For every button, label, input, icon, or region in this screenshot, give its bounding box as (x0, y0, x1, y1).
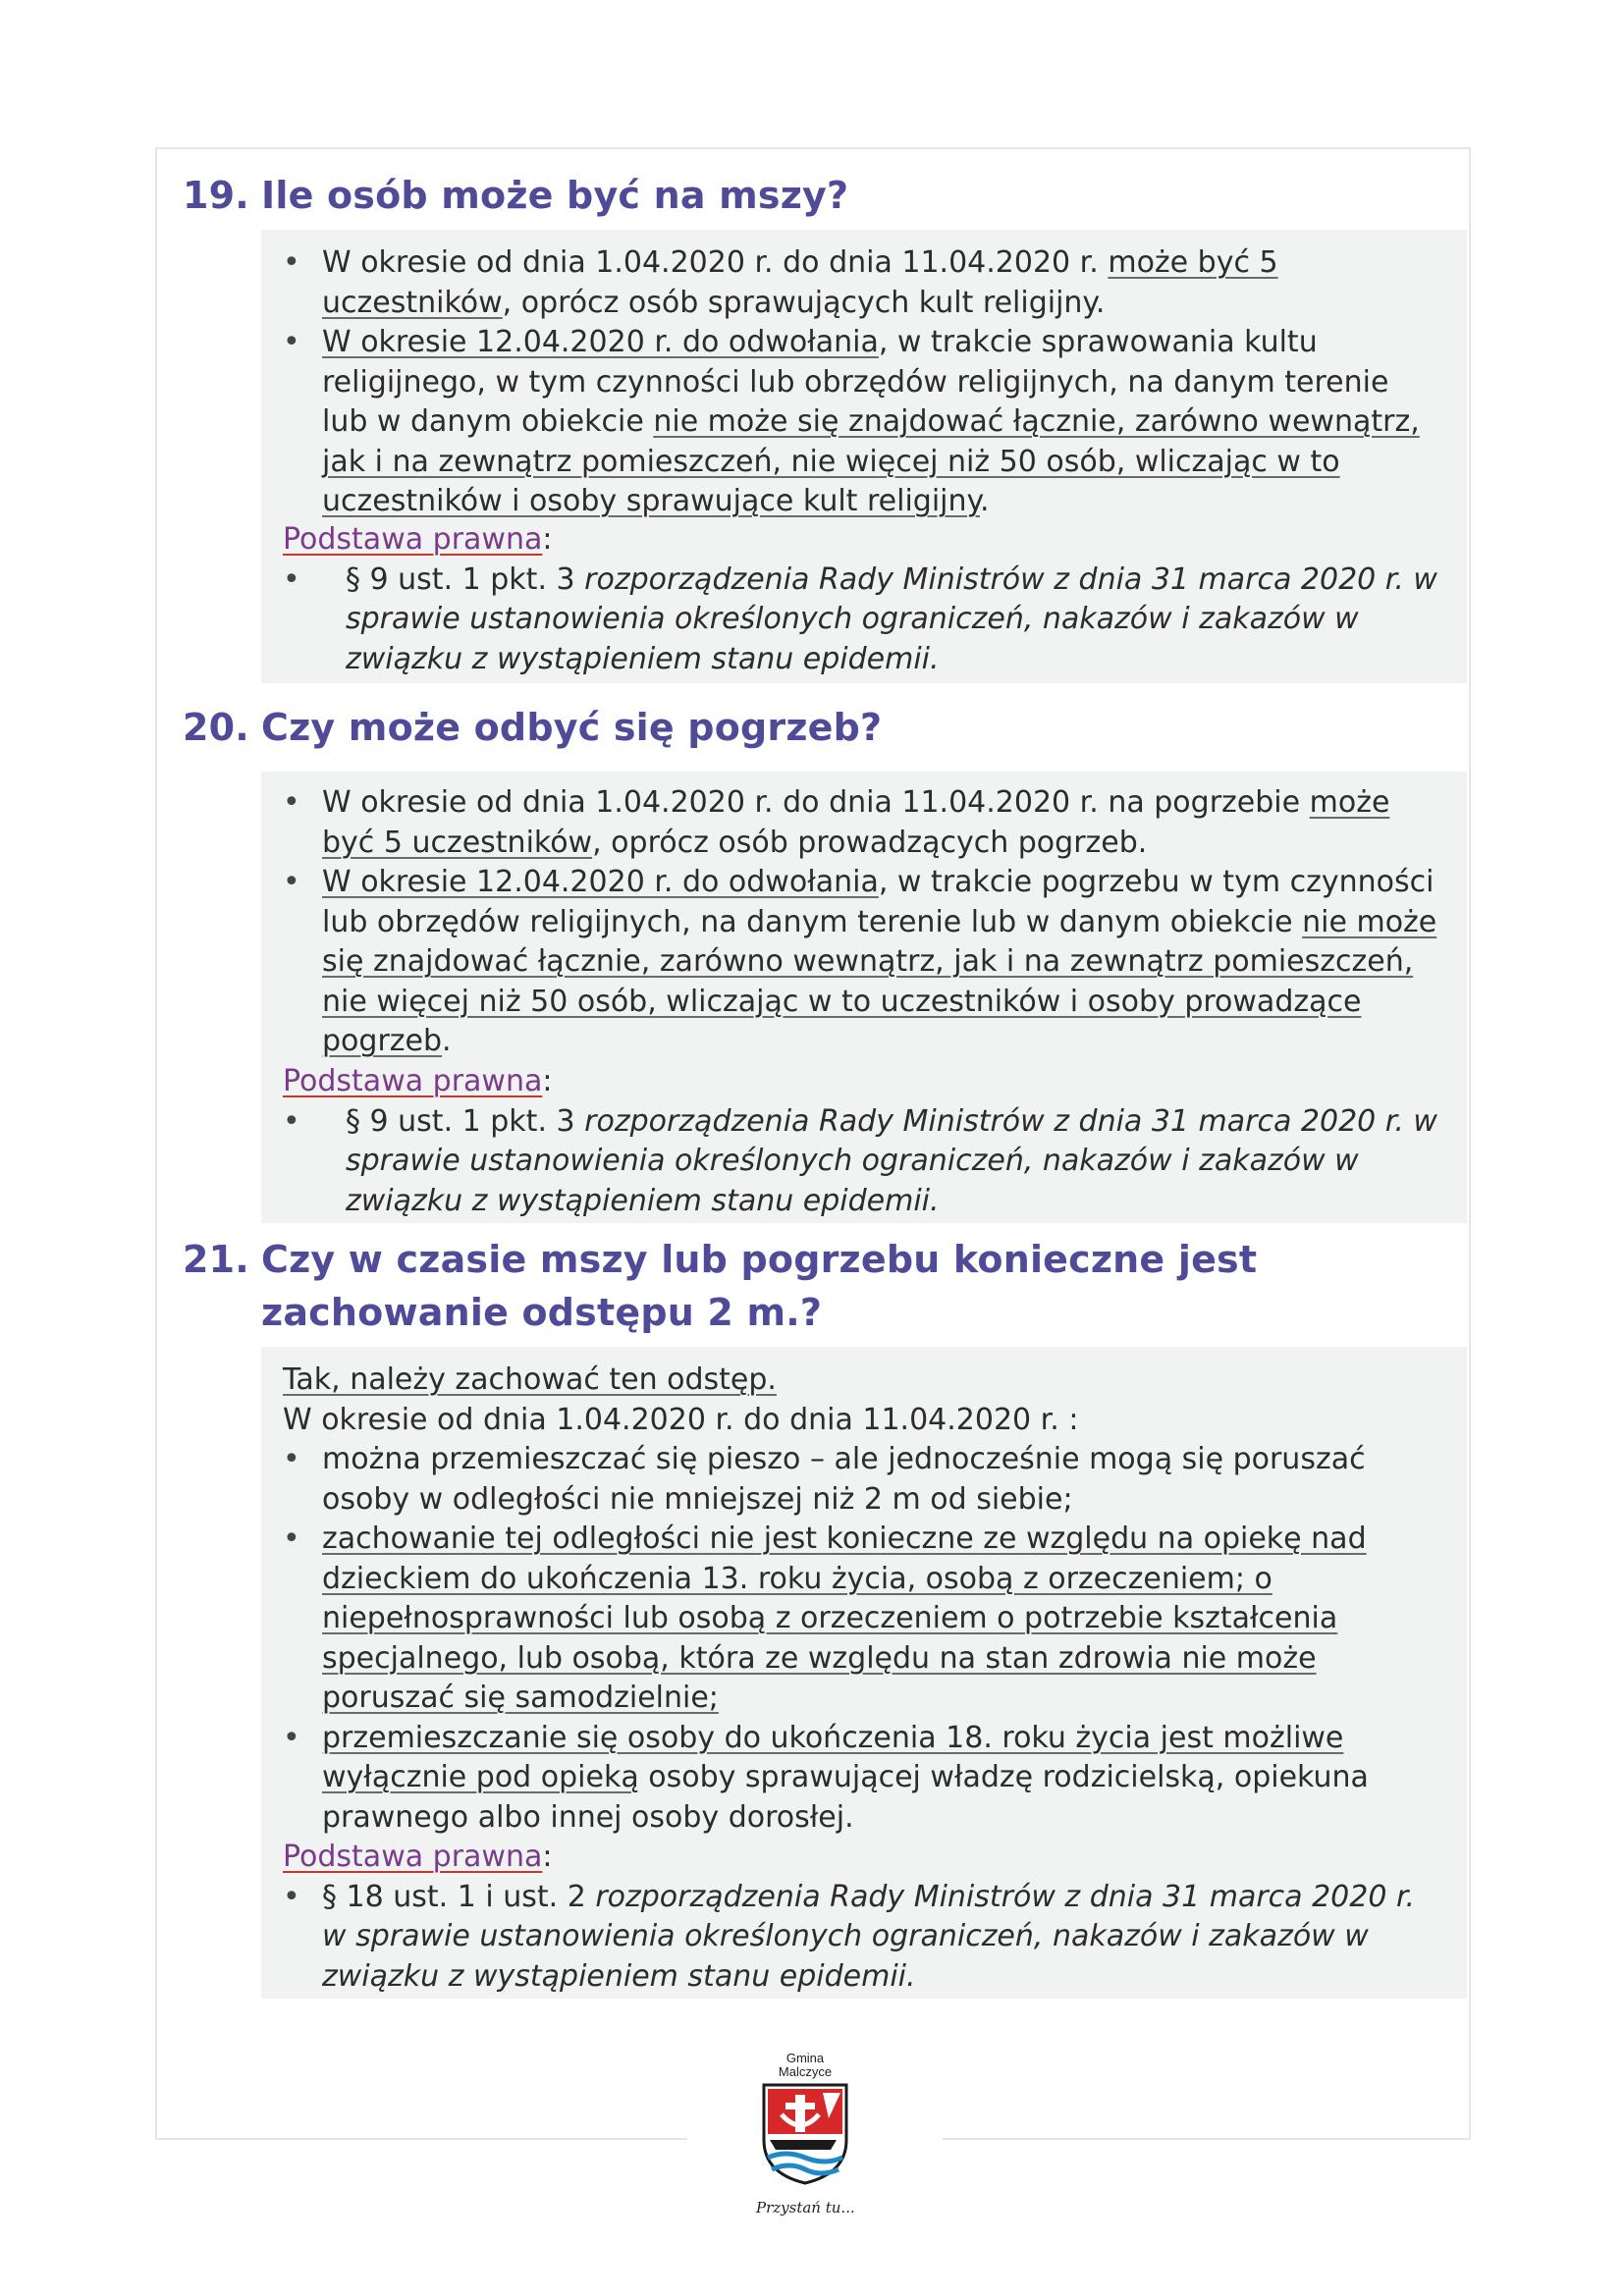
question-text-line2: zachowanie odstępu 2 m.? (261, 1291, 823, 1334)
legal-basis-list (283, 561, 1443, 680)
legal-basis: Podstawa prawna: • § 9 ust. 1 pkt. 3 rozporządzenia Rady Ministrów z dnia 31 marca 2020 r. w sprawie ustanowienia określonych ograniczeń, nakazów i zakazów w związku z wystąpieniem stanu epidemii. (283, 1062, 1443, 1221)
list-item: • W okresie od dnia 1.04.2020 r. do dnia 11.04.2020 r. na pogrzebie może być 5 uczestników, oprócz osób prowadzących pogrzeb. (283, 783, 1443, 863)
legal-basis-label: Podstawa prawna (283, 1840, 543, 1874)
question-21-panel (261, 1347, 1467, 1999)
list-item: • § 9 ust. 1 pkt. 3 rozporządzenia Rady Ministrów z dnia 31 marca 2020 r. w sprawie ustanowienia określonych ograniczeń, nakazów i zakazów w związku z wystąpieniem stanu epidemii. (283, 561, 1443, 680)
question-text: Czy może odbyć się pogrzeb? (261, 706, 883, 749)
question-number: 21. (183, 1238, 249, 1281)
question-21-title (183, 1233, 1257, 1339)
list-item: • W okresie 12.04.2020 r. do odwołania, w trakcie sprawowania kultu religijnego, w tym czynności lub obrzędów religijnych, na danym terenie lub w danym obiekcie nie może się znajdować łącznie, zarówno wewnątrz, jak i na zewnątrz pomieszczeń, nie więcej niż 50 osób, wliczając w to uczestników i osoby sprawujące kult religijny. (283, 323, 1443, 522)
question-19-title (183, 169, 848, 222)
answer-list (283, 783, 1443, 1062)
question-text: Czy w czasie mszy lub pogrzebu konieczne jest (261, 1238, 1258, 1281)
logo-line1: Gmina (785, 2051, 825, 2065)
period-text: W okresie od dnia 1.04.2020 r. do dnia 11.04.2020 r. : (283, 1402, 1079, 1437)
answer-block: Tak, należy zachować ten odstęp. W okresie od dnia 1.04.2020 r. do dnia 11.04.2020 r. : • można przemieszczać się pieszo – ale jednocześnie mogą się poruszać osoby w odległości nie mniejszej niż 2 m od siebie; • zachowanie tej odległości nie jest konieczne ze względu na opiekę nad dzieckiem do ukończenia 13. roku życia, osobą z orzeczeniem; o niepełnosprawności lub osobą z orzeczeniem o potrzebie kształcenia specjalnego, lub osobą, która ze względu na stan zdrowia nie może poruszać się samodzielnie; • przemieszczanie się osoby do ukończenia 18. roku życia jest możliwe wyłącznie pod opieką osoby sprawującej władzę rodzicielską, opiekuna prawnego albo innej osoby dorosłej. Podstawa prawna: • § 18 ust. 1 i ust. 2 rozporządzenia Rady Ministrów z dnia 31 marca 2020 r. w sprawie ustanowienia określonych ograniczeń, nakazów i zakazów w związku z wystąpieniem stanu epidemii. (283, 1361, 1443, 1997)
list-item: • można przemieszczać się pieszo – ale jednocześnie mogą się poruszać osoby w odległości nie mniejszej niż 2 m od siebie; (283, 1440, 1443, 1520)
list-item: • § 9 ust. 1 pkt. 3 rozporządzenia Rady Ministrów z dnia 31 marca 2020 r. w sprawie ustanowienia określonych ograniczeń, nakazów i zakazów w związku z wystąpieniem stanu epidemii. (283, 1102, 1443, 1222)
logo-line2: Malczyce (778, 2064, 833, 2079)
list-item: • § 18 ust. 1 i ust. 2 rozporządzenia Rady Ministrów z dnia 31 marca 2020 r. w sprawie ustanowienia określonych ograniczeń, nakazów i zakazów w związku z wystąpieniem stanu epidemii. (283, 1878, 1443, 1998)
legal-basis-list (283, 1102, 1443, 1222)
legal-basis: Podstawa prawna: • § 9 ust. 1 pkt. 3 rozporządzenia Rady Ministrów z dnia 31 marca 2020 r. w sprawie ustanowienia określonych ograniczeń, nakazów i zakazów w związku z wystąpieniem stanu epidemii. (283, 520, 1443, 679)
question-19-panel (261, 230, 1467, 683)
legal-basis-list (283, 1878, 1443, 1998)
question-20-title (183, 701, 882, 754)
question-20-panel (261, 772, 1467, 1223)
coat-of-arms-icon (746, 2079, 864, 2187)
answer-text: Tak, należy zachować ten odstęp. (283, 1362, 777, 1397)
list-item: • przemieszczanie się osoby do ukończenia 18. roku życia jest możliwe wyłącznie pod opieką osoby sprawującej władzę rodzicielską, opiekuna prawnego albo innej osoby dorosłej. (283, 1719, 1443, 1839)
list-item: • zachowanie tej odległości nie jest konieczne ze względu na opiekę nad dzieckiem do ukończenia 13. roku życia, osobą z orzeczeniem; o niepełnosprawności lub osobą z orzeczeniem o potrzebie kształcenia specjalnego, lub osobą, która ze względu na stan zdrowia nie może poruszać się samodzielnie; (283, 1520, 1443, 1719)
list-item: • W okresie od dnia 1.04.2020 r. do dnia 11.04.2020 r. może być 5 uczestników, oprócz osób sprawujących kult religijny. (283, 243, 1443, 323)
answer-list (283, 243, 1443, 522)
question-number: 20. (183, 706, 249, 749)
legal-basis-label: Podstawa prawna (283, 1064, 543, 1098)
gmina-malczyce-logo (746, 2052, 864, 2228)
question-text: Ile osób może być na mszy? (261, 174, 849, 217)
list-item: • W okresie 12.04.2020 r. do odwołania, w trakcie pogrzebu w tym czynności lub obrzędów religijnych, na danym terenie lub w danym obiekcie nie może się znajdować łącznie, zarówno wewnątrz, jak i na zewnątrz pomieszczeń, nie więcej niż 50 osób, wliczając w to uczestników i osoby prowadzące pogrzeb. (283, 863, 1443, 1062)
answer-list (283, 1440, 1443, 1838)
legal-basis-label: Podstawa prawna (283, 522, 543, 557)
question-number: 19. (183, 174, 249, 217)
logo-tagline: Przystań tu... (756, 2199, 855, 2216)
